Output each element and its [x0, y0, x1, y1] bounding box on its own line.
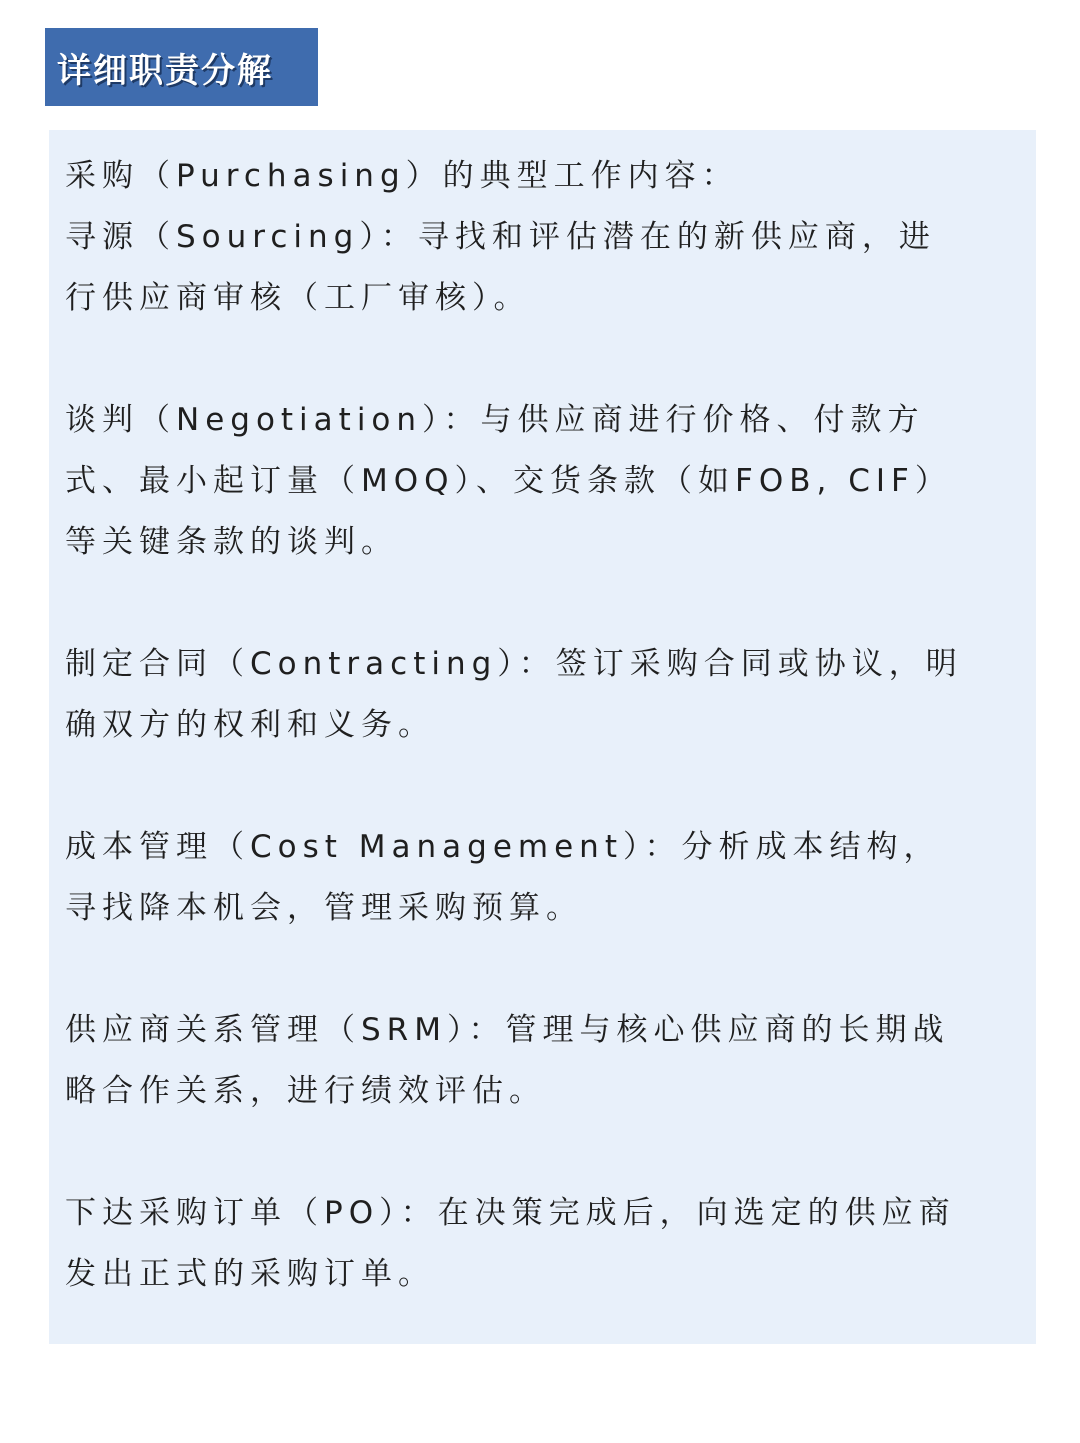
section-negotiation	[65, 390, 1020, 573]
section-srm	[65, 1000, 1020, 1122]
section-cost-management	[65, 817, 1020, 939]
section-title-badge	[45, 28, 318, 106]
content-panel	[49, 130, 1036, 1344]
section-title: 详细职责分解	[57, 50, 273, 91]
text-line: 寻源（Sourcing）：寻找和评估潜在的新供应商，进	[65, 219, 936, 255]
text-line: 成本管理（Cost Management）：分析成本结构，	[65, 829, 941, 865]
text-line: 确双方的权利和义务。	[65, 707, 435, 743]
text-line: 供应商关系管理（SRM）：管理与核心供应商的长期战	[65, 1012, 950, 1048]
text-line: 略合作关系，进行绩效评估。	[65, 1073, 546, 1109]
text-line: 谈判（Negotiation）：与供应商进行价格、付款方	[65, 402, 925, 438]
text-line: 等关键条款的谈判。	[65, 524, 398, 560]
text-line: 行供应商审核（工厂审核）。	[65, 280, 531, 316]
text-line: 发出正式的采购订单。	[65, 1256, 435, 1292]
section-purchasing-overview	[65, 146, 1020, 329]
section-contracting	[65, 634, 1020, 756]
text-line: 式、最小起订量（MOQ）、交货条款（如FOB, CIF）	[65, 463, 952, 499]
text-line: 寻找降本机会，管理采购预算。	[65, 890, 583, 926]
text-line: 采购（Purchasing）的典型工作内容：	[65, 158, 739, 194]
text-line: 下达采购订单（PO）：在决策完成后，向选定的供应商	[65, 1195, 956, 1231]
text-line: 制定合同（Contracting）：签订采购合同或协议，明	[65, 646, 963, 682]
section-purchase-order	[65, 1183, 1020, 1305]
